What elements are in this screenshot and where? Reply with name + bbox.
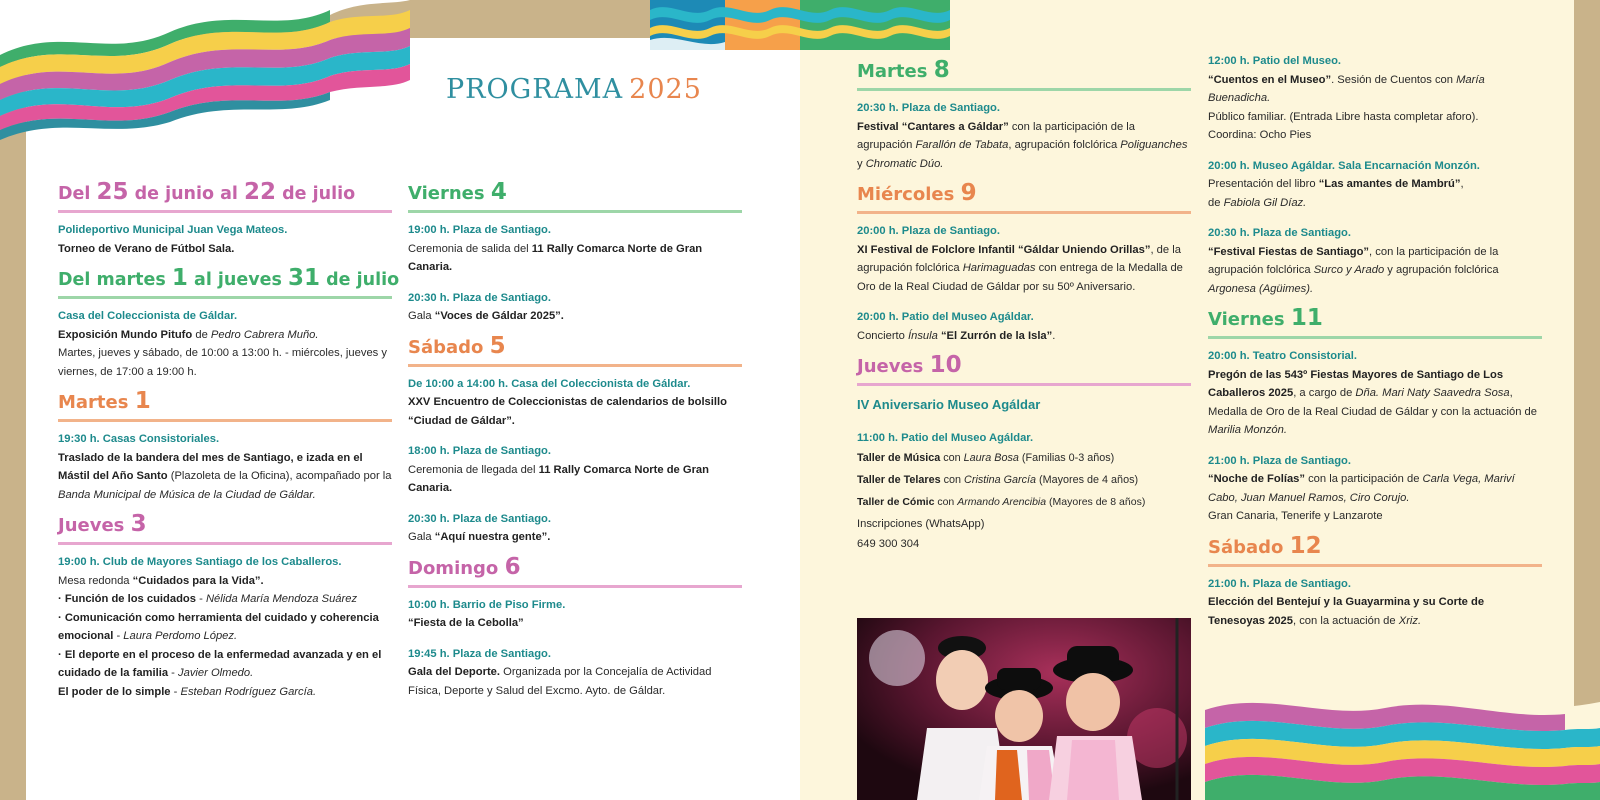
date-range-heading-2: Del martes 1 al jueves 31 de julio [58,266,392,299]
event-description: XI Festival de Folclore Infantil “Gáldar Uniendo Orillas”, de la agrupación folclórica Harimaguadas con entrega de la Medalla de Oro de la Real Ciudad de Gáldar por su 50º Aniversario. [857,243,1183,293]
day-heading-jueves-10: Jueves 10 [857,353,1191,386]
column-1 [58,179,400,701]
event-description: Gala “Voces de Gáldar 2025”. [408,310,564,322]
event-time-location: 20:30 h. Plaza de Santiago. [408,291,552,304]
column-4 [1208,52,1542,630]
event-time-location: 20:00 h. Patio del Museo Agáldar. [857,311,1034,323]
event-schedule-note: Martes, jueves y sábado, de 10:00 a 13:00 h. - miércoles, jueves y viernes, de 17:00 a 19:00 h. [58,347,387,378]
day-heading-martes-8: Martes 8 [857,58,1191,91]
event-description: Torneo de Verano de Fútbol Sala. [58,242,235,255]
event-description: “Cuentos en el Museo”. Sesión de Cuentos con María Buenadicha. [1208,73,1485,104]
event-time-location: 19:45 h. Plaza de Santiago. [408,647,552,660]
wave-decoration-top-left [0,0,410,140]
event-description: Pregón de las 543º Fiestas Mayores de Santiago de Los Caballeros 2025, a cargo de Dña. Mari Naty Saavedra Sosa, Medalla de Oro de la Real Ciudad de Gáldar y con la actuación de Marilia Monzón. [1208,368,1537,436]
event-time-location: 20:30 h. Plaza de Santiago. [1208,227,1352,239]
event-description: Gala “Aquí nuestra gente”. [408,531,551,543]
event-time-location: 18:00 h. Plaza de Santiago. [408,445,552,457]
event-time-location: 12:00 h. Patio del Museo. [1208,55,1342,67]
day-heading-domingo-6: Domingo 6 [408,555,742,588]
registration-label: Inscripciones (WhatsApp) [857,518,985,530]
event-description: Ceremonia de salida del 11 Rally Comarca Norte de Gran Canaria. [408,242,703,273]
event-time-location: 19:00 h. Club de Mayores Santiago de los Caballeros. [58,556,342,568]
event-description: “Festival Fiestas de Santiago”, con la participación de la agrupación folclórica Surco y Arado y agrupación folclórica Argonesa (Agüimes). [1208,245,1499,295]
event-description: Concierto Ínsula “El Zurrón de la Isla”. [857,329,1056,342]
day-heading-viernes-4: Viernes 4 [408,180,742,213]
event-note: Gran Canaria, Tenerife y Lanzarote [1208,510,1383,522]
list-item: · El deporte en el proceso de la enfermedad avanzada y en el cuidado de la familia - Javier Olmedo. [58,648,382,679]
title-year: 2025 [629,74,702,105]
date-range-heading-1: Del 25 de junio al 22 de julio [58,180,392,213]
event-time-location: 11:00 h. Patio del Museo Agáldar. [857,431,1034,444]
event-note: Coordina: Ocho Pies [1208,129,1312,141]
list-item: El poder de lo simple - Esteban Rodríguez García. [58,685,317,698]
day-heading-jueves-3: Jueves 3 [58,512,392,545]
event-time-location: 19:00 h. Plaza de Santiago. [408,224,552,236]
column-2 [408,180,742,700]
page-title: PROGRAMA 2025 [446,74,702,105]
event-time-location: 20:30 h. Plaza de Santiago. [857,102,1001,114]
event-time-location: 20:00 h. Museo Agáldar. Sala Encarnación Monzón. [1208,159,1480,172]
event-time-location: Polideportivo Municipal Juan Vega Mateos. [58,224,288,236]
list-item: · Comunicación como herramienta del cuidado y coherencia emocional - Laura Perdomo López. [58,611,379,642]
event-time-location: 21:00 h. Plaza de Santiago. [1208,454,1352,467]
wave-decoration-bottom-right [1205,690,1600,800]
event-description: “Noche de Folías” con la participación de Carla Vega, Mariví Cabo, Juan Manuel Ramos, Ciro Corujo. [1208,473,1515,504]
event-time-location: 20:00 h. Plaza de Santiago. [857,225,1001,237]
event-time-location: De 10:00 a 14:00 h. Casa del Coleccionista de Gáldar. [408,377,691,390]
day-heading-miercoles-9: Miércoles 9 [857,181,1191,214]
event-description: Mesa redonda “Cuidados para la Vida”. [58,574,264,587]
day-heading-viernes-11: Viernes 11 [1208,306,1542,339]
event-description: Exposición Mundo Pitufo de Pedro Cabrera Muño. [58,328,319,341]
event-photo [857,618,1191,800]
column-3 [857,58,1191,554]
event-time-location: 20:00 h. Teatro Consistorial. [1208,350,1357,362]
event-description: Traslado de la bandera del mes de Santiago, e izada en el Mástil del Año Santo (Plazoleta de la Oficina), acompañado por la Banda Municipal de Música de la Ciudad de Gáldar. [58,451,392,501]
day-heading-sabado-5: Sábado 5 [408,334,742,367]
list-item: · Función de los cuidados - Nélida María Mendoza Suárez [58,593,358,605]
section-subheading: IV Aniversario Museo Agáldar [857,397,1041,412]
event-time-location: 10:00 h. Barrio de Piso Firme. [408,598,566,611]
list-item: Taller de Cómic con Armando Arencibia (Mayores de 8 años) [857,496,1146,508]
wave-decoration-top-center [650,0,950,50]
event-description: “Fiesta de la Cebolla” [408,617,524,629]
event-description: Elección del Bentejuí y la Guayarmina y su Corte de Tenesoyas 2025, con la actuación de Xriz. [1208,596,1485,627]
event-note: Público familiar. (Entrada Libre hasta completar aforo). [1208,110,1479,123]
event-description: Gala del Deporte. Organizada por la Concejalía de Actividad Física, Deporte y Salud del Excmo. Ayto. de Gáldar. [408,666,712,697]
event-description: Presentación del libro “Las amantes de Mambrú”, [1208,178,1464,190]
event-author: de Fabiola Gil Díaz. [1208,196,1307,209]
event-time-location: 21:00 h. Plaza de Santiago. [1208,577,1352,590]
phone-number: 649 300 304 [857,538,920,550]
event-description: Ceremonia de llegada del 11 Rally Comarca Norte de Gran Canaria. [408,463,709,494]
event-time-location: 20:30 h. Plaza de Santiago. [408,512,552,525]
children-folk-dancers-illustration [857,618,1191,800]
event-description: XXV Encuentro de Coleccionistas de calendarios de bolsillo “Ciudad de Gáldar”. [408,396,727,427]
event-description: Festival “Cantares a Gáldar” con la participación de la agrupación Farallón de Tabata, agrupación folclórica Poliguanches y Chromatic Dúo. [857,120,1188,170]
day-heading-martes-1: Martes 1 [58,389,392,422]
list-item: Taller de Telares con Cristina García (Mayores de 4 años) [857,474,1139,486]
event-time-location: 19:30 h. Casas Consistoriales. [58,433,220,445]
event-time-location: Casa del Coleccionista de Gáldar. [58,310,238,322]
list-item: Taller de Música con Laura Bosa (Familias 0-3 años) [857,452,1115,464]
day-heading-sabado-12: Sábado 12 [1208,534,1542,567]
